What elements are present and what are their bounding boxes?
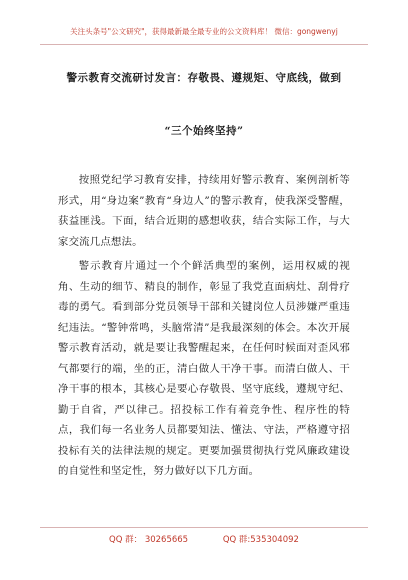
footer-divider	[40, 527, 368, 528]
document-title-line2: “三个始终坚持”	[164, 125, 244, 137]
header-note: 关注头条号"公文研究"，获得最新最全最专业的公文资料库！ 微信：gongwenyj	[70, 27, 338, 36]
footer-qq-group-2: QQ 群:535304092	[222, 535, 299, 545]
paragraph-1: 按照党纪学习教育安排，持续用好警示教育、案例剖析等形式，用“身边案”教育“身边人”的警示教育，使我深受警醒，获益匪浅。下面，结合近期的感想收获，结合实际工作，与大家交流几点想法。	[58, 174, 350, 248]
footer	[0, 533, 408, 545]
document-title-line1: 警示教育交流研讨发言：存敬畏、遵规矩、守底线，做到	[66, 72, 342, 84]
document-body	[58, 170, 350, 486]
header-divider	[40, 44, 368, 45]
paragraph-2: 警示教育片通过一个个鲜活典型的案例，运用权威的视角、生动的细节、精良的制作，彰显了我党直面病灶、刮骨疗毒的勇气。看到部分党员领导干部和关键岗位人员涉嫌严重违纪违法。“警钟常鸣，头脑常清”是我最深刻的体会。本次开展警示教育活动，就是要让我警醒起来，在任何时候面对歪风邪气都要行的端，坐的正，清白做人干净干事。而清白做人、干净干事的根本，其核心是要心存敬畏、坚守底线，遵规守纪、勤于自省，严以律己。招投标工作有着竞争性、程序性的特点，我们每一名业务人员都要知法、懂法、守法，严格遵守招投标有关的法律法规的规定。更要加强贯彻执行党风廉政建设的自觉性和坚定性，努力做好以下几方面。	[58, 260, 350, 477]
footer-qq-group-1: QQ 群： 30265665	[109, 535, 189, 545]
